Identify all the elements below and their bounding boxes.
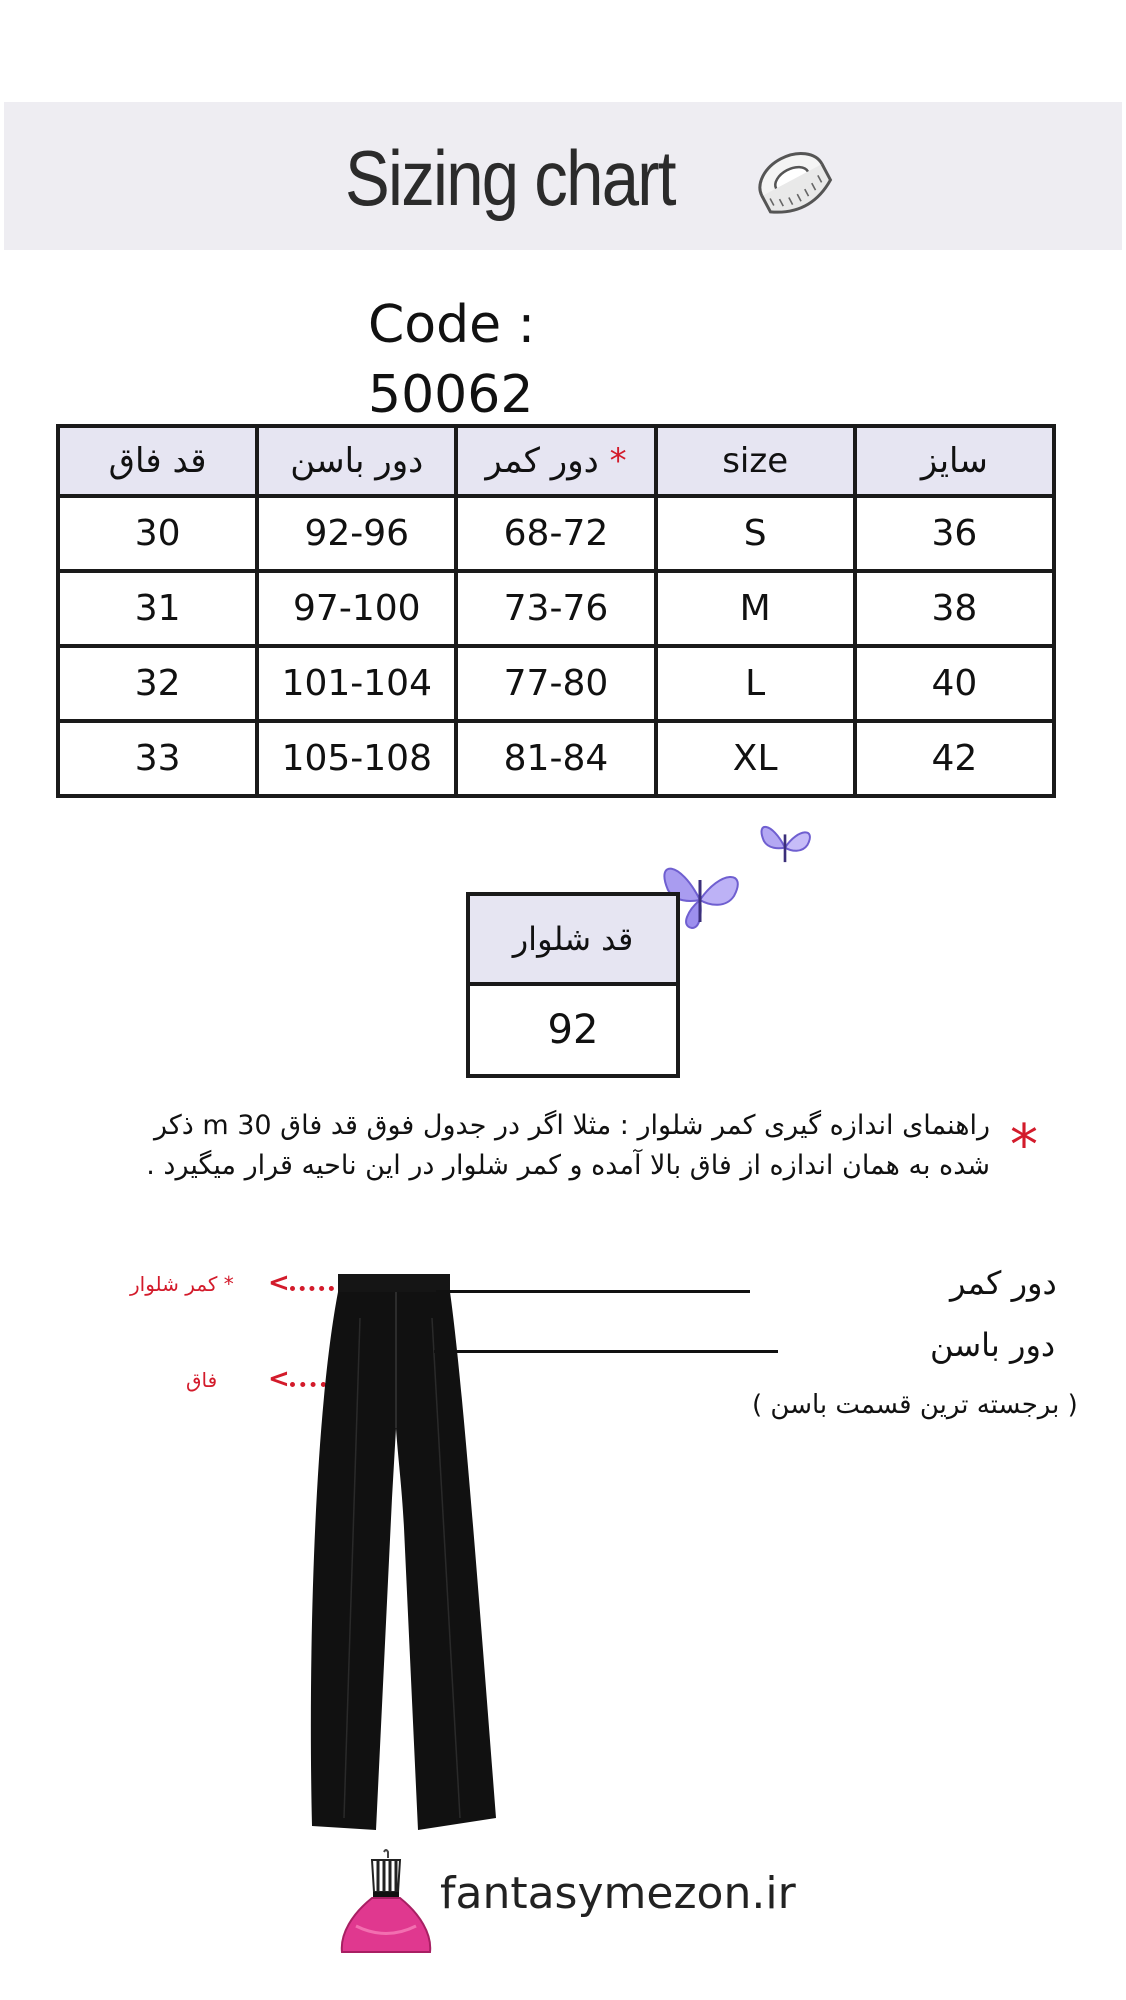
- length-header: قد شلوار: [468, 894, 678, 984]
- rise-callout-label: فاق: [186, 1368, 218, 1392]
- cell-size: M: [656, 571, 855, 646]
- header-waist: [456, 426, 655, 496]
- hip-measure-label: دور باسن: [930, 1326, 1056, 1364]
- header-size: size: [656, 426, 855, 496]
- cell-rise: 31: [58, 571, 257, 646]
- brand-website: fantasymezon.ir: [440, 1868, 796, 1919]
- measuring-tape-icon: [748, 136, 836, 224]
- cell-hip: 101-104: [257, 646, 456, 721]
- table-row: [58, 496, 1054, 571]
- cell-rise: 32: [58, 646, 257, 721]
- waist-arrow-icon: <: [268, 1268, 290, 1298]
- note-line-2: شده به همان اندازه از فاق بالا آمده و کمر شلوار در این ناحیه قرار میگیرد .: [146, 1150, 990, 1181]
- cell-size-number: 38: [855, 571, 1054, 646]
- page-title: Sizing chart: [345, 134, 675, 222]
- note-line-1: راهنمای اندازه گیری کمر شلوار : مثلا اگر در جدول فوق قد فاق 30 m ذکر: [153, 1110, 990, 1141]
- table-row: [58, 646, 1054, 721]
- cell-hip: 97-100: [257, 571, 456, 646]
- header-rise: قد فاق: [58, 426, 257, 496]
- length-value: 92: [468, 984, 678, 1076]
- cell-waist: 68-72: [456, 496, 655, 571]
- header-hip: دور باسن: [257, 426, 456, 496]
- cell-size-number: 36: [855, 496, 1054, 571]
- measurement-note: [70, 1106, 990, 1186]
- cell-size-number: 40: [855, 646, 1054, 721]
- hip-measure-note: ( برجسته ترین قسمت باسن ): [752, 1390, 1078, 1420]
- cell-waist: 81-84: [456, 721, 655, 796]
- waist-leader-line: [436, 1290, 750, 1293]
- cell-waist: 77-80: [456, 646, 655, 721]
- cell-hip: 92-96: [257, 496, 456, 571]
- dress-logo-icon: [336, 1848, 436, 1958]
- trousers-illustration: [300, 1258, 500, 1838]
- cell-rise: 33: [58, 721, 257, 796]
- cell-size: L: [656, 646, 855, 721]
- cell-size-number: 42: [855, 721, 1054, 796]
- product-code: Code : 50062: [368, 295, 536, 425]
- waist-label: دور کمر: [485, 441, 599, 481]
- butterfly-icon: [752, 808, 818, 874]
- rise-arrow-icon: <: [268, 1364, 290, 1394]
- hip-leader-line: [434, 1350, 778, 1353]
- waist-asterisk: *: [609, 441, 627, 481]
- note-asterisk: *: [1010, 1113, 1038, 1178]
- cell-waist: 73-76: [456, 571, 655, 646]
- table-row: [58, 721, 1054, 796]
- table-row: [58, 571, 1054, 646]
- cell-rise: 30: [58, 496, 257, 571]
- size-table: [56, 424, 1056, 798]
- cell-size: XL: [656, 721, 855, 796]
- cell-size: S: [656, 496, 855, 571]
- header-size-number: سایز: [855, 426, 1054, 496]
- waist-callout-label: * کمر شلوار: [130, 1272, 234, 1296]
- size-table-header-row: [58, 426, 1054, 496]
- waist-measure-label: دور کمر: [950, 1264, 1057, 1302]
- cell-hip: 105-108: [257, 721, 456, 796]
- length-table: [466, 892, 680, 1078]
